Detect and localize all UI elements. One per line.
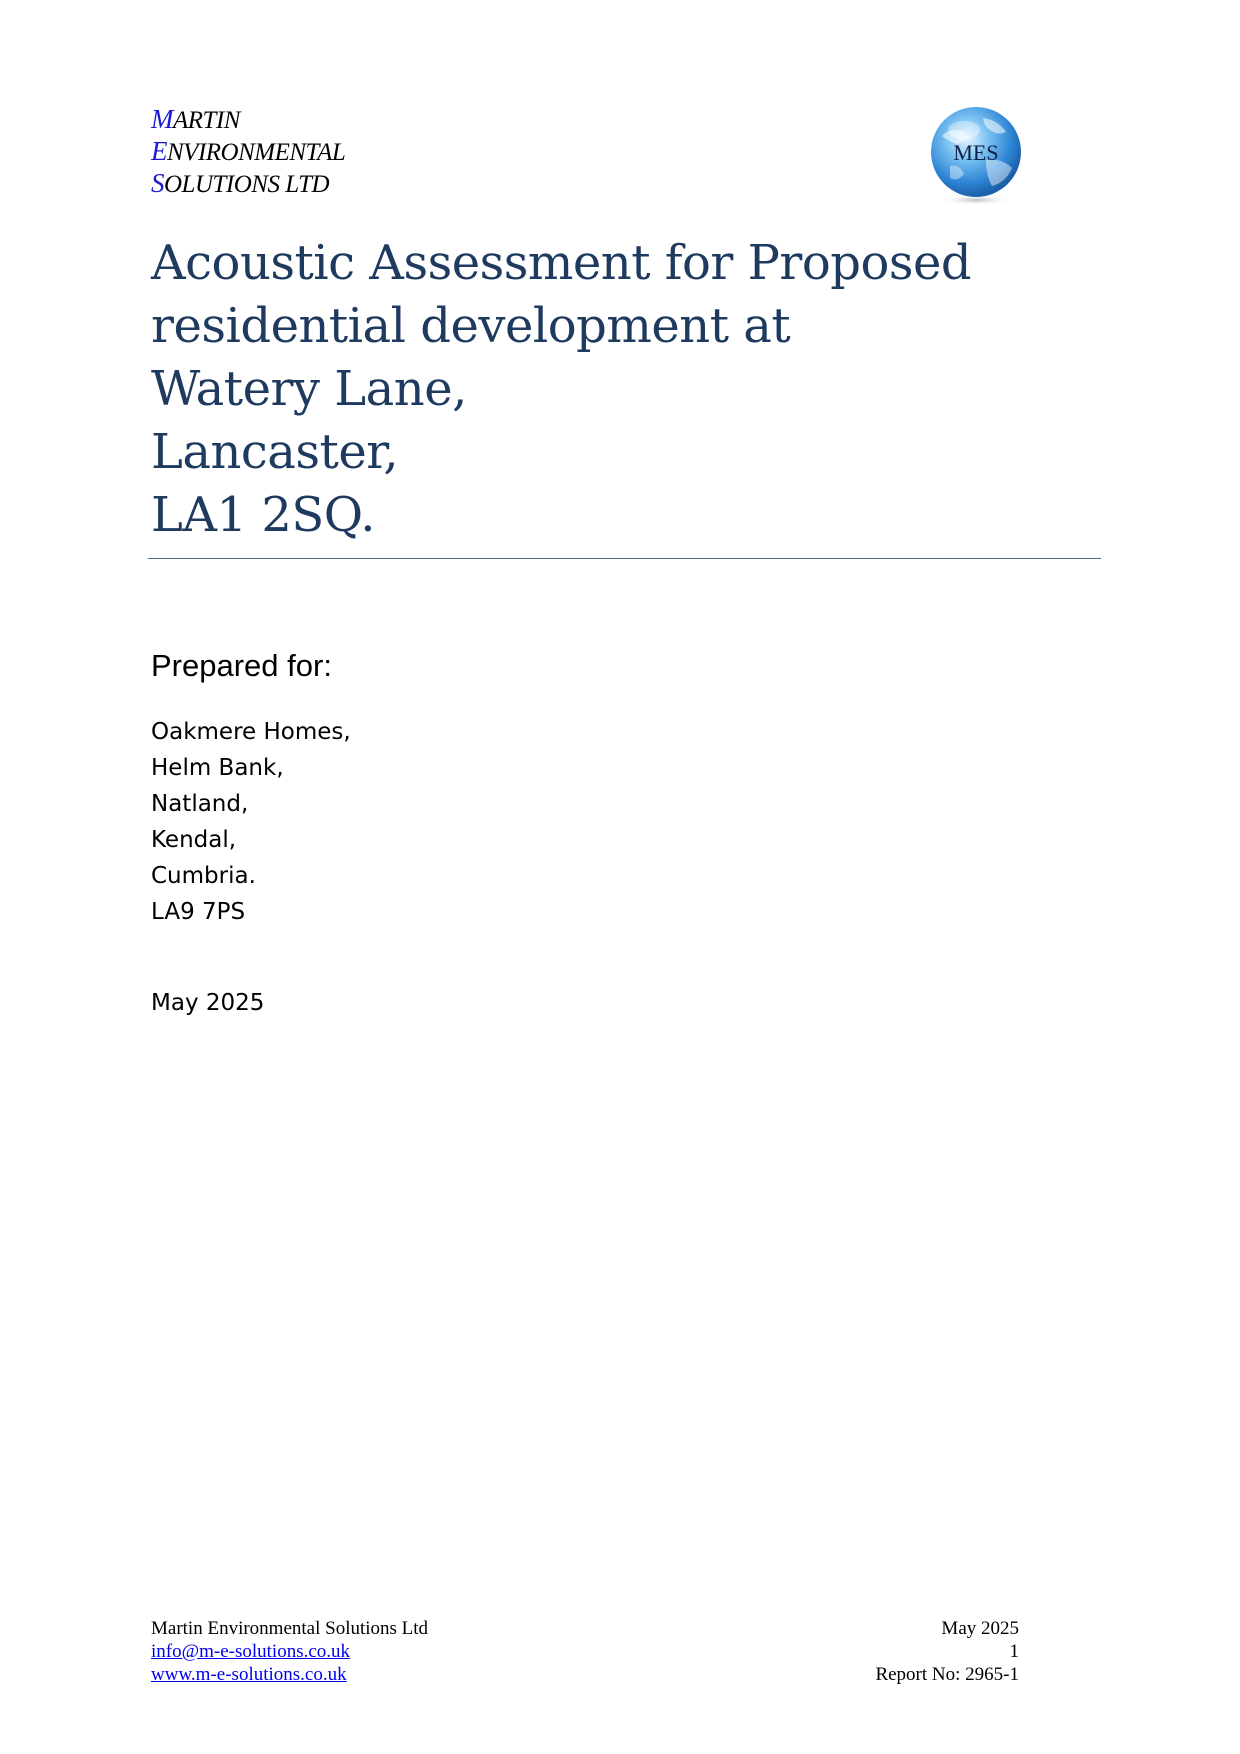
company-line: MARTIN — [151, 104, 240, 134]
footer-email-link[interactable]: info@m-e-solutions.co.uk — [151, 1641, 351, 1662]
company-line: ENVIRONMENTAL — [151, 136, 346, 166]
title-line: residential development at — [151, 298, 791, 354]
address-line: Kendal, — [151, 827, 237, 853]
company-line: SOLUTIONS LTD — [151, 168, 330, 198]
report-number: Report No: 2965-1 — [875, 1664, 1019, 1685]
page-number: 1 — [1009, 1641, 1019, 1662]
logo-text: MES — [953, 140, 999, 165]
footer-date: May 2025 — [941, 1618, 1019, 1639]
footer-website-link[interactable]: www.m-e-solutions.co.uk — [151, 1664, 347, 1685]
client-address — [151, 714, 351, 930]
title-line: Lancaster, — [151, 424, 399, 480]
address-line: Oakmere Homes, — [151, 719, 351, 745]
address-line: LA9 7PS — [151, 899, 246, 925]
company-name — [151, 104, 345, 200]
footer-contact — [151, 1617, 428, 1686]
globe-logo-icon — [928, 106, 1024, 206]
footer-meta — [875, 1617, 1019, 1686]
title-line: LA1 2SQ. — [151, 487, 375, 543]
title-line: Watery Lane, — [151, 361, 467, 417]
title-divider — [148, 558, 1101, 559]
address-line: Natland, — [151, 791, 249, 817]
footer-company-name: Martin Environmental Solutions Ltd — [151, 1618, 429, 1639]
prepared-for-label: Prepared for: — [151, 648, 332, 683]
address-line: Helm Bank, — [151, 755, 284, 781]
title-line: Acoustic Assessment for Proposed — [151, 235, 972, 291]
report-date: May 2025 — [151, 990, 265, 1016]
address-line: Cumbria. — [151, 863, 256, 889]
report-title — [151, 232, 971, 547]
